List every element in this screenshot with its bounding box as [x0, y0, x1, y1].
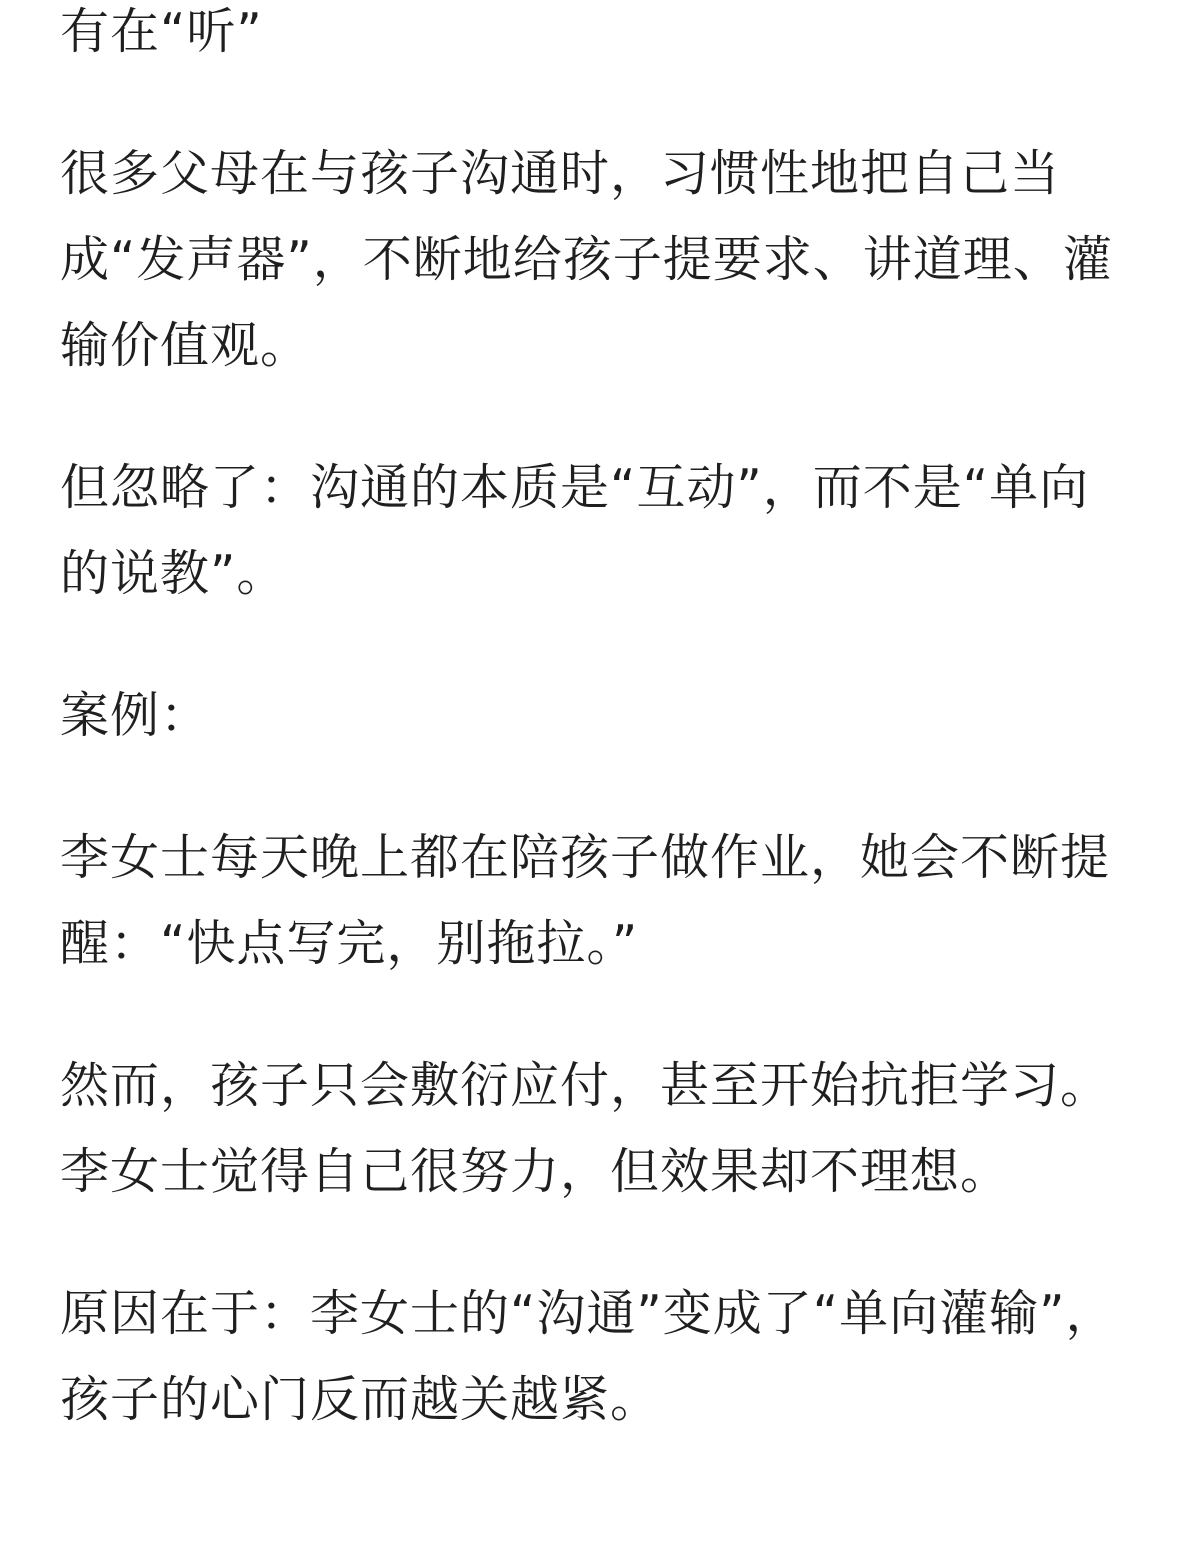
paragraph: 很多父母在与孩子沟通时，习惯性地把自己当成“发声器”，不断地给孩子提要求、讲道理、灌输价值观。	[60, 145, 1113, 374]
paragraph: 原因在于：李女士的“沟通”变成了“单向灌输”，孩子的心门反而越关越紧。	[60, 1285, 1116, 1428]
paragraph-heading-fragment: 有在“听”	[60, 3, 263, 60]
article-body	[60, 0, 1122, 1499]
paragraph: 李女士每天晚上都在陪孩子做作业，她会不断提醒：“快点写完，别拖拉。”	[60, 829, 1111, 972]
paragraph-label: 案例：	[60, 687, 211, 744]
paragraph: 但忽略了：沟通的本质是“互动”，而不是“单向的说教”。	[60, 459, 1090, 602]
paragraph: 然而，孩子只会敷衍应付，甚至开始抗拒学习。李女士觉得自己很努力，但效果却不理想。	[60, 1057, 1111, 1200]
